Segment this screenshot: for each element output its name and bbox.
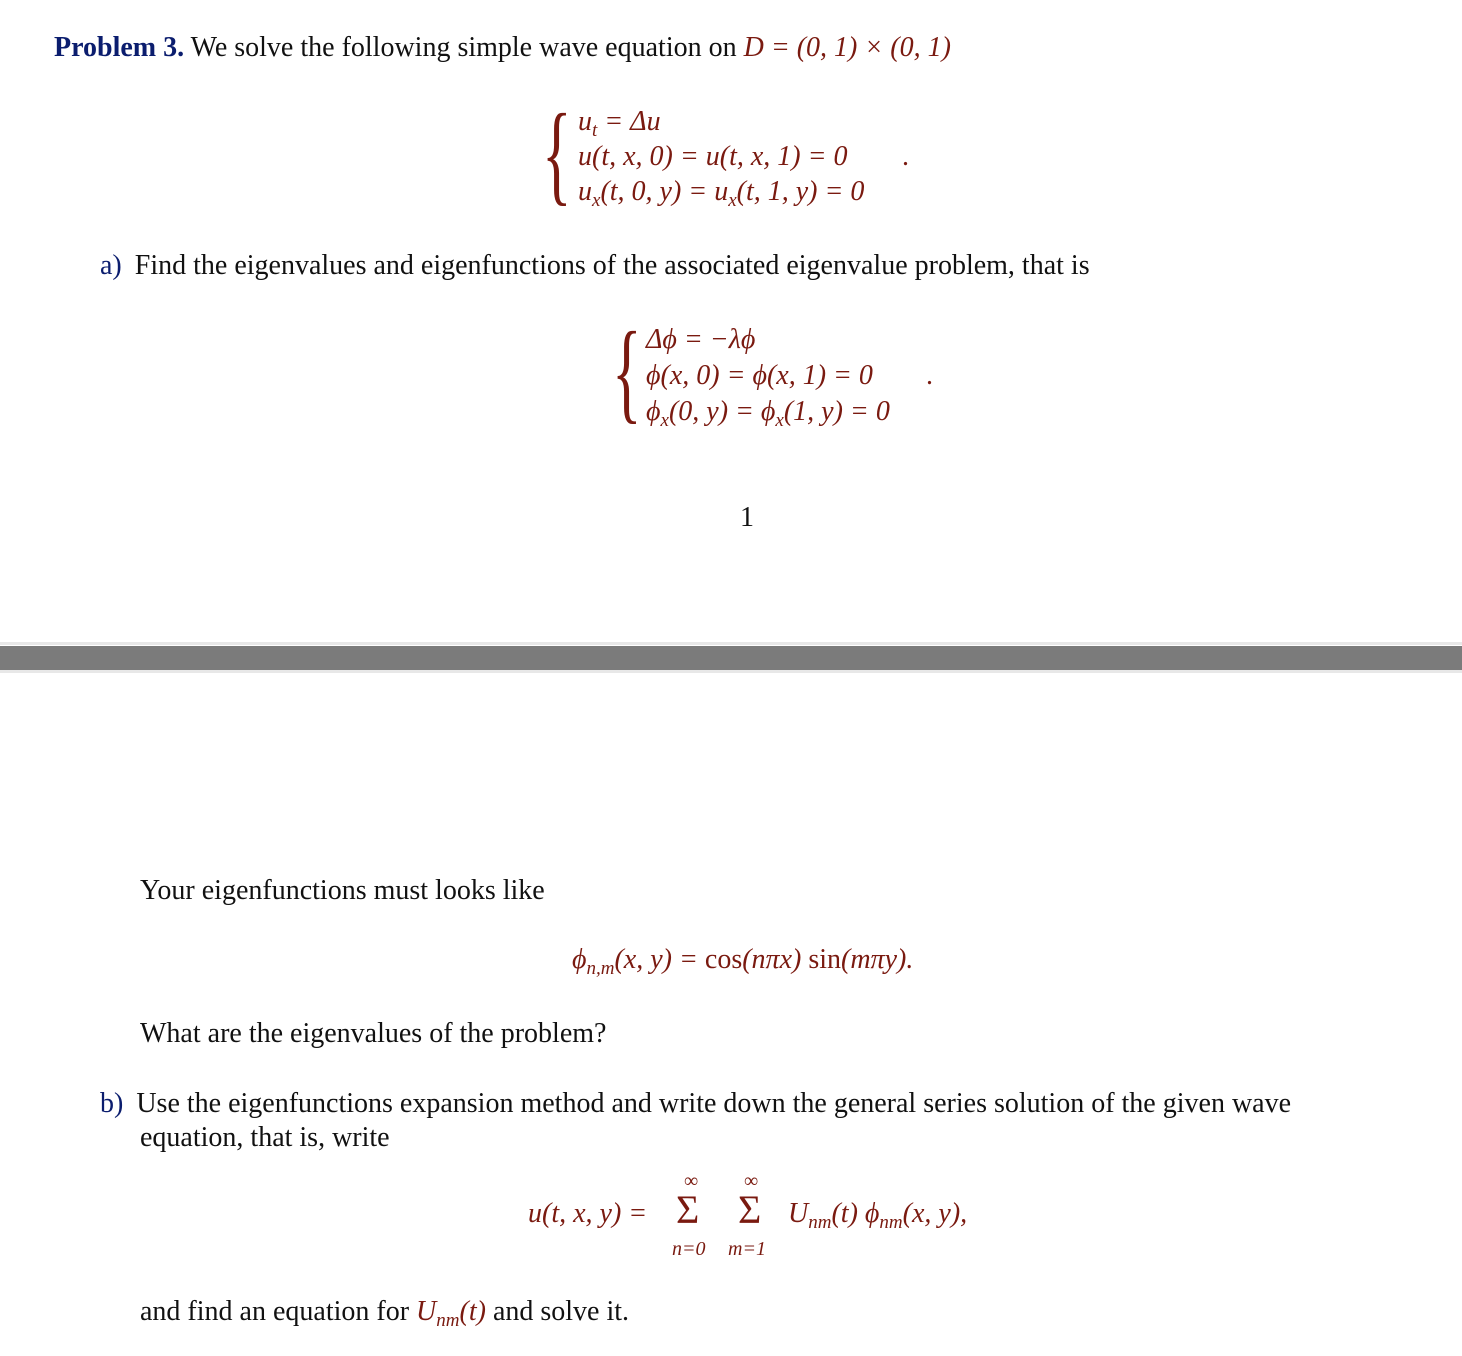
system2-period: . xyxy=(926,360,933,391)
part-a-label: a) xyxy=(100,250,122,281)
eigenvalue-question: What are the eigenvalues of the problem? xyxy=(140,1018,607,1049)
part-b-label: b) xyxy=(100,1088,124,1119)
page-break-top xyxy=(0,642,1462,645)
eigenfunctions-intro: Your eigenfunctions must looks like xyxy=(140,875,545,906)
series-lhs: u(t, x, y) = xyxy=(528,1198,648,1229)
page-number: 1 xyxy=(740,502,754,533)
closing-sentence: and find an equation for $U_{nm}(t)$ and solve it. xyxy=(140,1296,630,1331)
system1-period: . xyxy=(902,141,909,172)
system1-line2: u(t, x, 0) = u(t, x, 1) = 0 xyxy=(578,141,848,172)
system1-line3: $u_x(t$, 0, $y) = u_x(t$, 1, y) = 0 xyxy=(578,176,865,211)
part-b-line2: equation, that is, write xyxy=(140,1122,390,1153)
system1-brace: { xyxy=(542,92,572,216)
page-break xyxy=(0,646,1462,670)
series-upper-2: ∞ xyxy=(744,1170,759,1192)
series-upper-1: ∞ xyxy=(684,1170,699,1192)
series-lower-2: m=1 xyxy=(728,1238,766,1260)
page-break-bottom xyxy=(0,670,1462,673)
series-terms: $U_{nm}(t)$ $\phi_{nm}(x$, y), xyxy=(788,1198,968,1233)
system1-line1: $u_t = \Delta u$ xyxy=(578,106,661,141)
problem-heading xyxy=(54,32,951,64)
system2-line1: Δϕ = −λϕ xyxy=(646,324,756,355)
part-a xyxy=(100,250,1090,282)
domain-expression: D = (0, 1) × (0, 1) xyxy=(743,32,951,63)
eigenfunction-formula: $\phi_{n,m}(x$, y) = cos(nπx) sin(mπy). xyxy=(572,944,914,979)
series-lower-1: n=0 xyxy=(672,1238,706,1260)
part-b-line1: Use the eigenfunctions expansion method and write down the general series solution of the given wave xyxy=(136,1088,1292,1119)
system2-line2: ϕ(x, 0) = ϕ(x, 1) = 0 xyxy=(646,360,873,391)
system2-line3: $\phi_x(0$, $y) = \phi_x(1$, y) = 0 xyxy=(646,396,890,431)
problem-label: Problem 3. xyxy=(54,32,185,63)
problem-intro: We solve the following simple wave equation on xyxy=(190,32,737,63)
sum-symbol-n: Σ xyxy=(676,1187,700,1232)
sum-symbol-m: Σ xyxy=(738,1187,762,1232)
part-a-text: Find the eigenvalues and eigenfunctions of the associated eigenvalue problem, that is xyxy=(134,250,1090,281)
system2-brace: { xyxy=(612,310,642,434)
part-b xyxy=(100,1088,1291,1120)
